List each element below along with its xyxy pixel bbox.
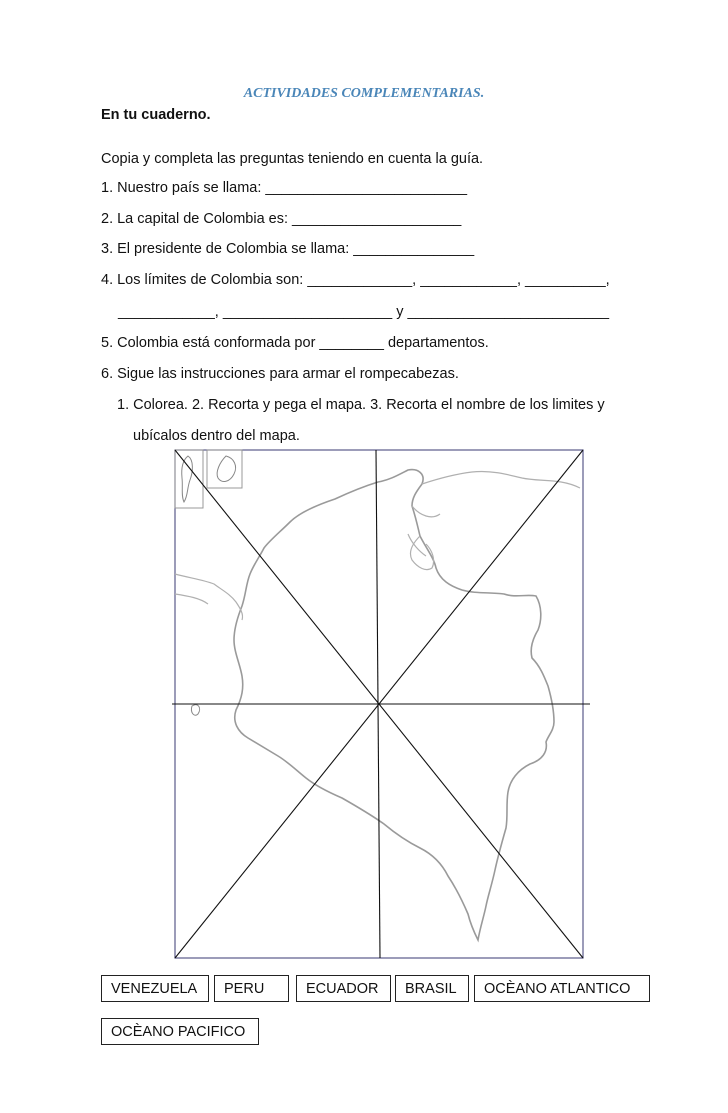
question-2: 2. La capital de Colombia es: _____________________	[101, 211, 462, 227]
question-5: 5. Colombia está conformada por ________ departamentos.	[101, 335, 489, 351]
panama-outline	[175, 574, 243, 620]
question-1: 1. Nuestro país se llama: _________________________	[101, 180, 468, 196]
question-3: 3. El presidente de Colombia se llama: _______________	[101, 241, 475, 257]
island-shape-2	[217, 456, 235, 481]
label-ecuador: ECUADOR	[296, 975, 391, 1002]
notebook-heading: En tu cuaderno.	[101, 107, 211, 123]
label-oceano-pacifico: OCÈANO PACIFICO	[101, 1018, 259, 1045]
puzzle-steps: 1. Colorea. 2. Recorta y pega el mapa. 3. Recorta el nombre de los limites y	[117, 397, 605, 413]
question-6: 6. Sigue las instrucciones para armar el rompecabezas.	[101, 366, 459, 382]
island-shape-1	[182, 456, 193, 502]
puzzle-steps-continued: ubícalos dentro del mapa.	[133, 428, 300, 444]
instruction-text: Copia y completa las preguntas teniendo en cuenta la guía.	[101, 151, 484, 167]
malpelo-island	[191, 705, 199, 716]
label-oceano-atlantico: OCÈANO ATLANTICO	[474, 975, 650, 1002]
page-title: ACTIVIDADES COMPLEMENTARIAS.	[243, 86, 485, 101]
label-peru: PERU	[214, 975, 289, 1002]
label-venezuela: VENEZUELA	[101, 975, 209, 1002]
question-4: 4. Los límites de Colombia son: _____________, ____________, __________,	[101, 272, 610, 288]
question-4-continued: ____________, _____________________ y _________________________	[118, 304, 610, 320]
colombia-outline	[234, 470, 554, 940]
providencia-inset	[207, 450, 242, 488]
label-brasil: BRASIL	[395, 975, 469, 1002]
colombia-puzzle-map	[150, 444, 590, 960]
